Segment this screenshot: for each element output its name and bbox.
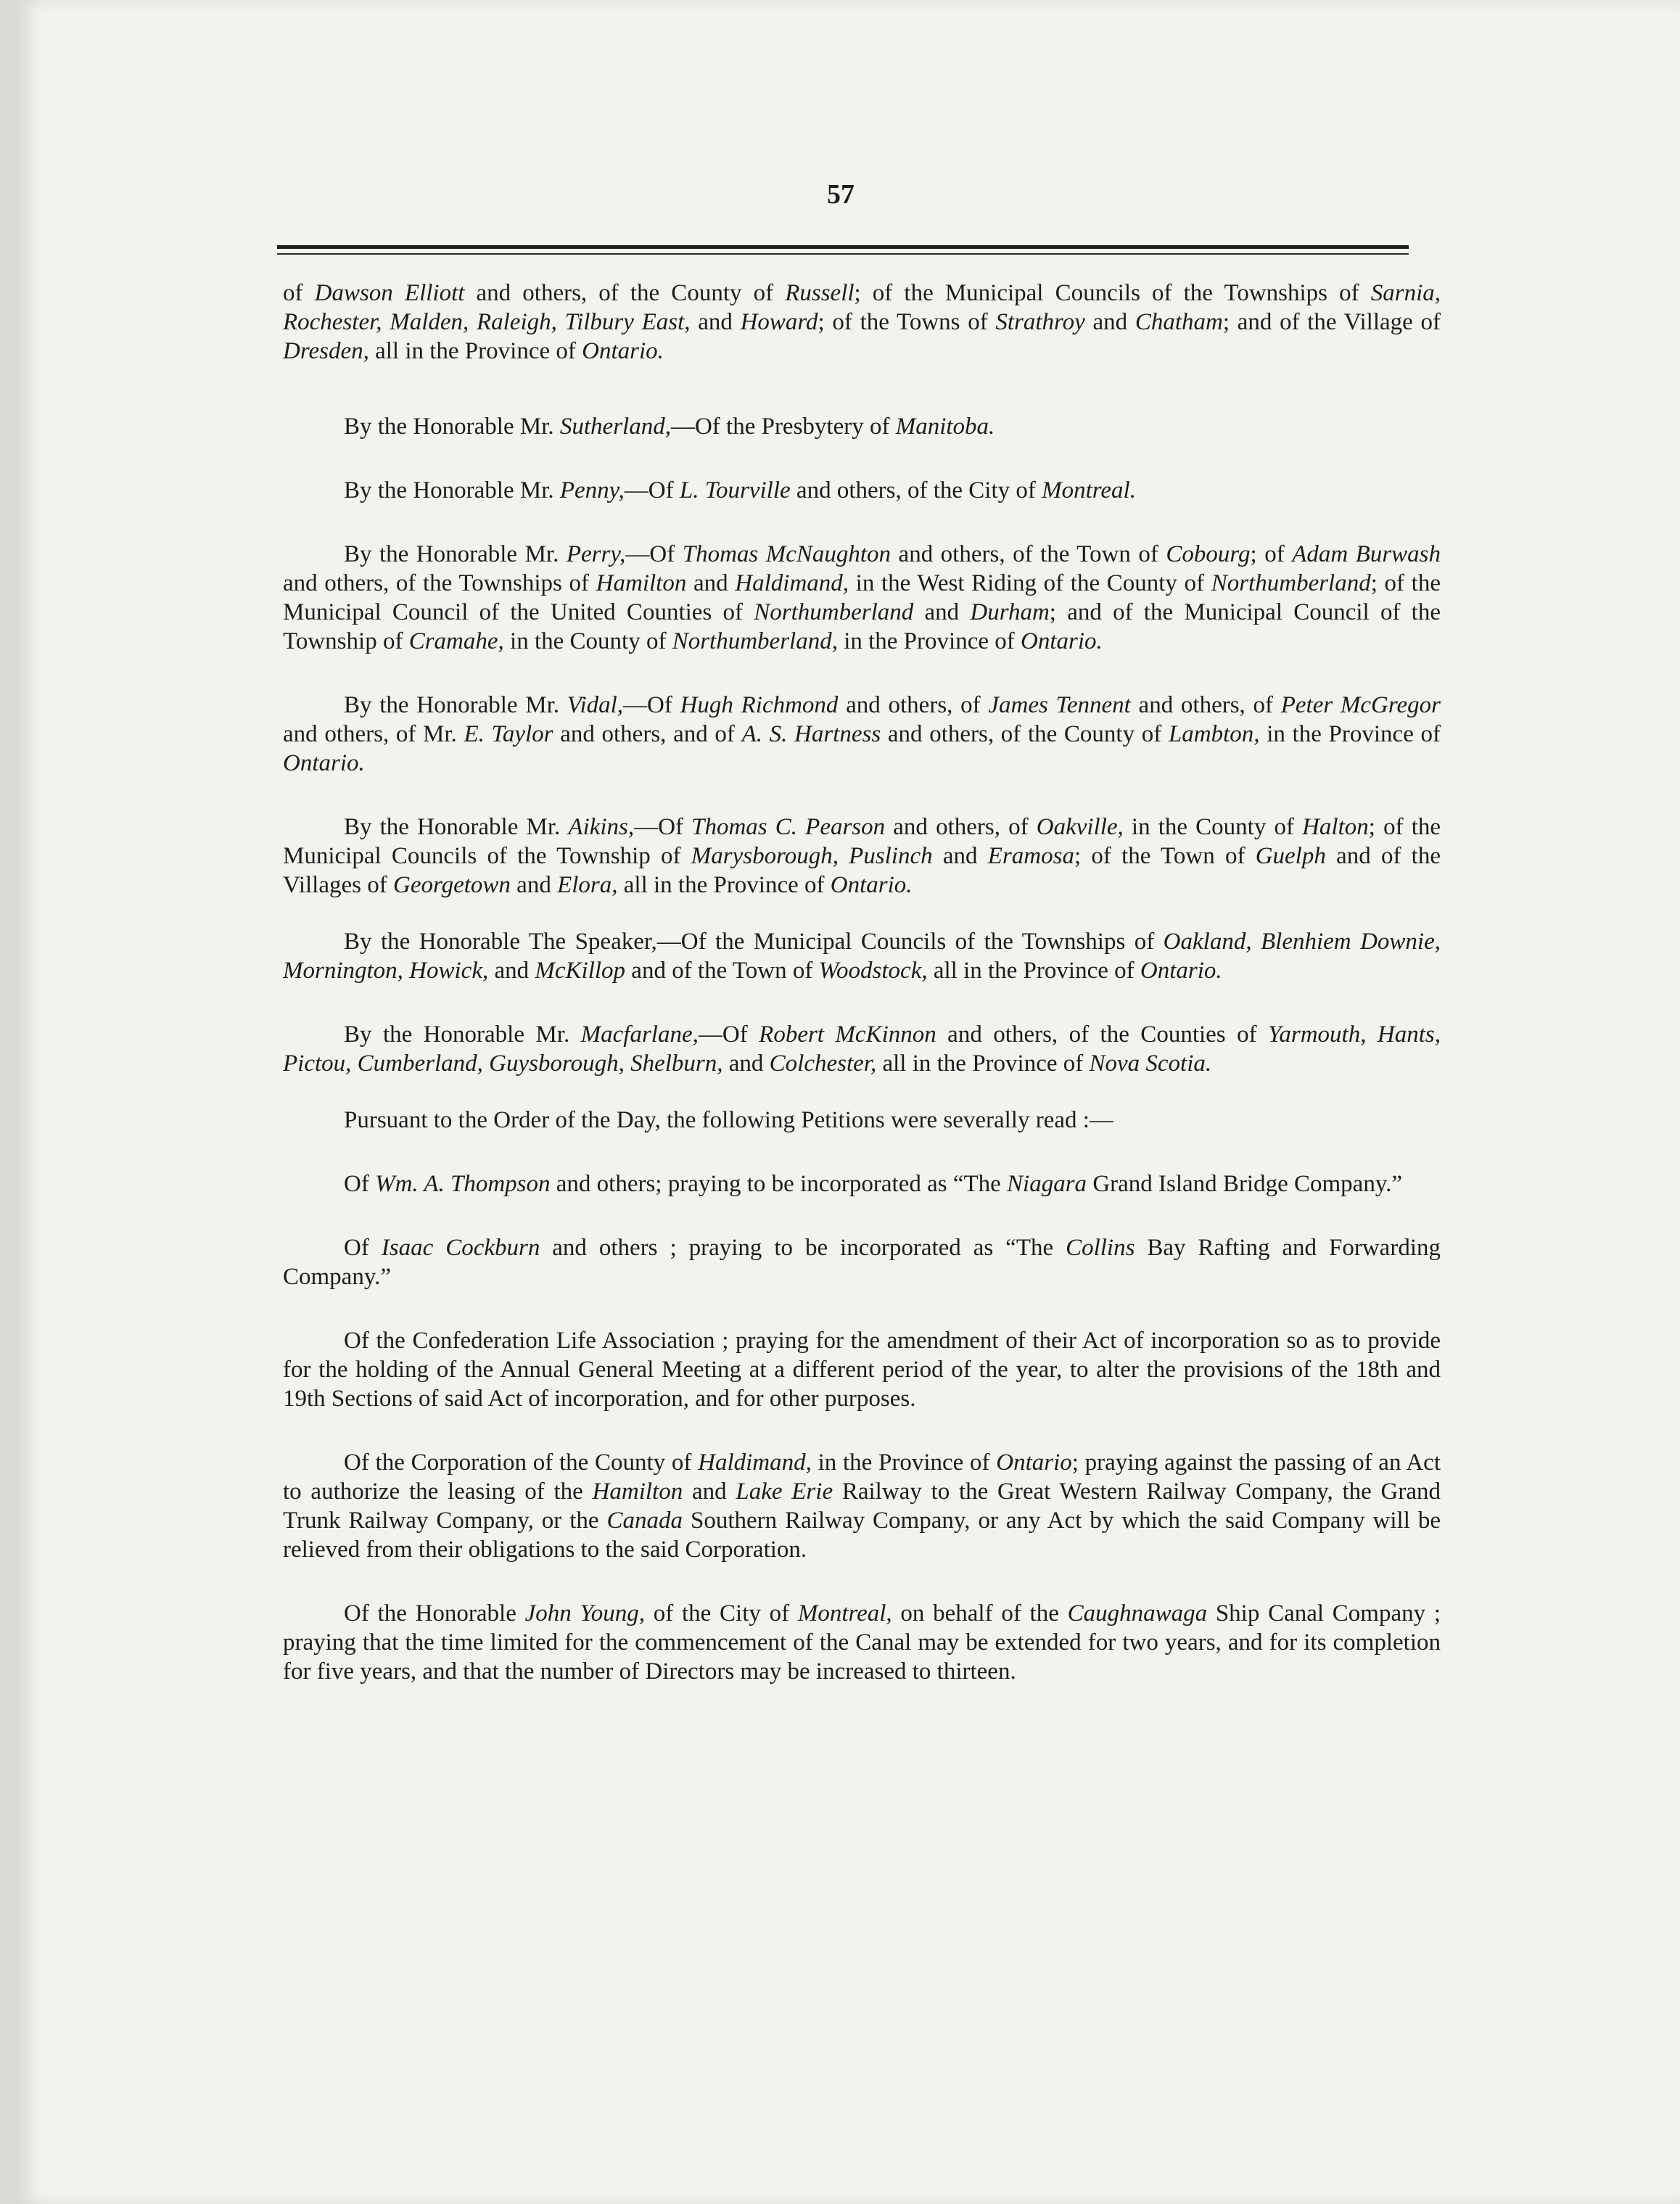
text-run: and: [913, 599, 971, 625]
petition-niagara-bridge: [283, 1169, 1441, 1198]
italic-run: Penny,: [559, 477, 625, 503]
text-run: By the Honorable Mr.: [344, 541, 567, 567]
paragraph-perry: [283, 540, 1441, 656]
italic-run: Oakland, Blenhiem Downie, Mornington, Howick,: [283, 929, 1441, 984]
text-run: By the Honorable Mr.: [344, 477, 560, 503]
italic-run: Ontario.: [830, 872, 913, 898]
italic-run: Georgetown: [392, 872, 511, 898]
paragraph-petitions-continued: [283, 279, 1441, 366]
text-run: —Of: [698, 1021, 759, 1048]
italic-run: Adam Burwash: [1292, 541, 1441, 567]
text-run: By the Honorable Mr.: [344, 1021, 581, 1048]
italic-run: Ontario.: [1020, 628, 1103, 654]
text-run: on behalf of the: [892, 1600, 1068, 1627]
text-run: in the County of: [503, 628, 672, 654]
text-run: and others, of the Town of: [891, 541, 1166, 567]
paragraph-penny: [283, 476, 1441, 505]
page-number: 57: [827, 179, 855, 210]
text-run: ; and of the Municipal Council of the Township of: [283, 599, 1441, 654]
italic-run: A. S. Hartness: [741, 721, 881, 747]
page-body: [283, 279, 1441, 1686]
italic-run: Oakville,: [1036, 814, 1124, 840]
text-run: ; of the Town of: [1074, 843, 1256, 869]
petition-haldimand: [283, 1448, 1441, 1564]
text-run: Southern Railway Company, or any Act by which the said Company will be relieved from their obligations to the said Corporation.: [283, 1508, 1441, 1563]
text-run: of: [283, 280, 315, 306]
paragraph-macfarlane: [283, 1020, 1441, 1078]
italic-run: Ontario: [996, 1450, 1072, 1476]
italic-run: Canada: [606, 1508, 683, 1534]
italic-run: Dresden,: [283, 338, 369, 364]
italic-run: Sutherland,: [559, 414, 671, 440]
paragraph-vidal: [283, 691, 1441, 778]
text-run: in the Province of: [837, 628, 1021, 654]
paragraph-aikins: [283, 813, 1441, 900]
paragraph-sutherland: [283, 412, 1441, 441]
text-run: ; praying against the passing of an Act to authorize the leasing of the: [283, 1450, 1441, 1505]
text-run: and: [1084, 309, 1135, 335]
text-run: ; of the Municipal Councils of the Township of: [283, 814, 1441, 869]
italic-run: Dawson Elliott: [314, 280, 465, 306]
italic-run: Vidal,: [567, 692, 624, 718]
text-run: in the West Riding of the County of: [849, 570, 1211, 596]
text-run: and: [488, 958, 535, 984]
italic-run: Ontario.: [283, 750, 365, 776]
italic-run: Niagara: [1007, 1171, 1087, 1197]
italic-run: Chatham: [1135, 309, 1223, 335]
italic-run: John Young,: [524, 1600, 646, 1627]
italic-run: Cobourg: [1166, 541, 1251, 567]
italic-run: Wm. A. Thompson: [375, 1171, 551, 1197]
italic-run: E. Taylor: [464, 721, 553, 747]
italic-run: Yarmouth, Hants, Pictou, Cumberland, Guysborough, Shelburn,: [283, 1021, 1441, 1077]
text-run: ; of the Municipal Council of the United Counties of: [283, 570, 1441, 625]
italic-run: Cramahe,: [408, 628, 504, 654]
text-run: Of: [344, 1235, 382, 1261]
text-run: all in the Province of: [368, 338, 582, 364]
text-run: and of the Villages of: [283, 843, 1441, 898]
text-run: Grand Island Bridge Company.”: [1087, 1171, 1403, 1197]
text-run: in the Province of: [811, 1450, 997, 1476]
paragraph-order-of-day: [283, 1106, 1441, 1135]
text-run: ; of: [1250, 541, 1293, 567]
text-run: ; and of the Village of: [1222, 309, 1441, 335]
text-run: ; of the Municipal Councils of the Townships of: [854, 280, 1371, 306]
text-run: and others, of: [838, 692, 989, 718]
header-rule-thin: [277, 253, 1409, 255]
text-run: —Of: [624, 477, 680, 503]
text-run: all in the Province of: [927, 958, 1140, 984]
text-run: Of the Corporation of the County of: [344, 1450, 699, 1476]
text-run: Ship Canal Company ; praying that the time limited for the commencement of the Canal may be extended for two years, and for its completion for five years, and that the number of Directors may be increased to thirteen.: [283, 1600, 1441, 1685]
text-run: and: [686, 570, 736, 596]
italic-run: Isaac Cockburn: [381, 1235, 540, 1261]
text-run: —Of: [634, 814, 692, 840]
text-run: and others, of the County of: [464, 280, 786, 306]
text-run: Bay Rafting and Forwarding Company.”: [283, 1235, 1441, 1290]
italic-run: Peter McGregor: [1280, 692, 1441, 718]
petition-caughnawaga-canal: [283, 1599, 1441, 1686]
text-run: By the Honorable Mr.: [344, 814, 569, 840]
italic-run: Guelph: [1255, 843, 1326, 869]
text-run: By the Honorable The Speaker,—Of the Municipal Councils of the Townships of: [344, 929, 1164, 955]
italic-run: Montreal.: [1042, 477, 1136, 503]
italic-run: Northumberland,: [672, 628, 838, 654]
paragraph-speaker: [283, 927, 1441, 985]
italic-run: Manitoba.: [895, 414, 995, 440]
text-run: Pursuant to the Order of the Day, the following Petitions were severally read :—: [344, 1107, 1113, 1133]
italic-run: Marysborough, Puslinch: [691, 843, 933, 869]
text-run: —Of: [623, 692, 680, 718]
italic-run: McKillop: [535, 958, 626, 984]
italic-run: Hugh Richmond: [680, 692, 839, 718]
italic-run: Strathroy: [995, 309, 1085, 335]
text-run: and others ; praying to be incorporated as “The: [540, 1235, 1066, 1261]
text-run: and: [932, 843, 988, 869]
italic-run: Collins: [1066, 1235, 1135, 1261]
text-run: in the County of: [1123, 814, 1303, 840]
text-run: and of the Town of: [625, 958, 819, 984]
italic-run: Ontario.: [1140, 958, 1222, 984]
italic-run: Northumberland: [1211, 570, 1371, 596]
text-run: ; of the Towns of: [818, 309, 996, 335]
text-run: and others, of the County of: [881, 721, 1169, 747]
petition-collins-bay: [283, 1233, 1441, 1291]
italic-run: Eramosa: [987, 843, 1074, 869]
text-run: all in the Province of: [876, 1050, 1090, 1077]
text-run: and others, and of: [553, 721, 742, 747]
text-run: and others, of the Townships of: [283, 570, 596, 596]
document-page: [19, 0, 1680, 2204]
italic-run: James Tennent: [988, 692, 1131, 718]
italic-run: Perry,: [566, 541, 626, 567]
text-run: and others, of the City of: [790, 477, 1042, 503]
text-run: Of the Confederation Life Association ; praying for the amendment of their Act of incorporation so as to provide for the holding of the Annual General Meeting at a different period of the year, to alter the provisions of the 18th and 19th Sections of said Act of incorporation, and for other purposes.: [283, 1328, 1441, 1412]
italic-run: Nova Scotia.: [1089, 1050, 1212, 1077]
italic-run: Hamilton: [596, 570, 687, 596]
italic-run: Thomas McNaughton: [682, 541, 892, 567]
text-run: and others, of: [1130, 692, 1281, 718]
text-run: and others, of: [885, 814, 1037, 840]
text-run: Of: [344, 1171, 376, 1197]
text-run: and: [722, 1050, 770, 1077]
text-run: and: [510, 872, 558, 898]
text-run: and others, of Mr.: [283, 721, 464, 747]
italic-run: Northumberland: [754, 599, 914, 625]
italic-run: Thomas C. Pearson: [691, 814, 886, 840]
text-run: —Of: [625, 541, 683, 567]
italic-run: Aikins,: [568, 814, 635, 840]
text-run: and others; praying to be incorporated as “The: [550, 1171, 1008, 1197]
italic-run: Lake Erie: [736, 1479, 833, 1505]
italic-run: Montreal,: [797, 1600, 892, 1627]
text-run: and: [683, 1479, 736, 1505]
italic-run: Sarnia, Rochester, Malden, Raleigh, Tilbury East,: [283, 280, 1441, 335]
header-rule-thick: [277, 245, 1409, 249]
italic-run: Elora,: [557, 872, 618, 898]
italic-run: Hamilton: [592, 1479, 683, 1505]
text-run: all in the Province of: [617, 872, 831, 898]
italic-run: Durham: [970, 599, 1050, 625]
italic-run: Haldimand,: [698, 1450, 812, 1476]
italic-run: Macfarlane,: [580, 1021, 699, 1048]
italic-run: Howard: [740, 309, 818, 335]
italic-run: Halton: [1302, 814, 1369, 840]
text-run: —Of the Presbytery of: [670, 414, 896, 440]
text-run: in the Province of: [1259, 721, 1441, 747]
text-run: of the City of: [645, 1600, 798, 1627]
italic-run: Caughnawaga: [1067, 1600, 1208, 1627]
petition-confederation-life: [283, 1326, 1441, 1413]
text-run: By the Honorable Mr.: [344, 692, 567, 718]
italic-run: Robert McKinnon: [759, 1021, 936, 1048]
italic-run: L. Tourville: [679, 477, 791, 503]
italic-run: Russell: [785, 280, 855, 306]
text-run: Of the Honorable: [344, 1600, 525, 1627]
text-run: By the Honorable Mr.: [344, 414, 560, 440]
text-run: and others, of the Counties of: [936, 1021, 1269, 1048]
text-run: Railway to the Great Western Railway Company, the Grand Trunk Railway Company, or the: [283, 1479, 1441, 1534]
italic-run: Ontario.: [582, 338, 664, 364]
text-run: and: [690, 309, 741, 335]
italic-run: Woodstock,: [818, 958, 928, 984]
italic-run: Haldimand,: [735, 570, 849, 596]
italic-run: Lambton,: [1168, 721, 1260, 747]
italic-run: Colchester,: [769, 1050, 877, 1077]
